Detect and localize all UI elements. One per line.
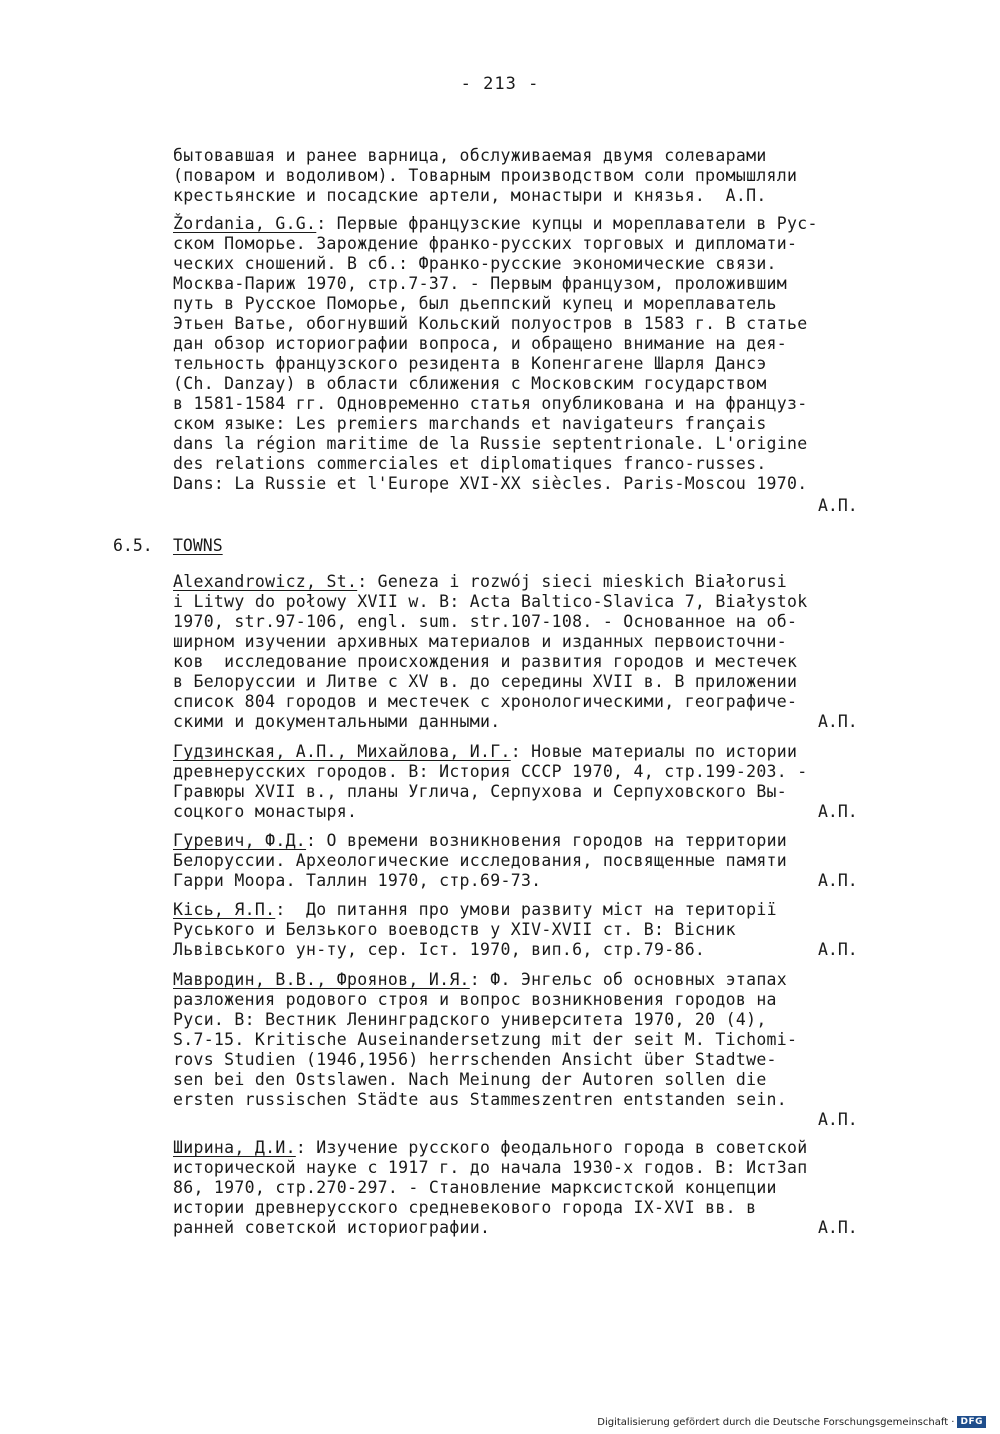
entry-first-line [173,214,818,234]
section-number: 6.5. [113,536,153,555]
text-line: Dans: La Russie et l'Europe XVI-XX siècles. Paris-Moscou 1970. [173,474,808,493]
text-line: dans la région maritime de la Russie septentrionale. L'origine [173,434,808,453]
text-line: Руси. В: Вестник Ленинградского университета 1970, 20 (4), [173,1010,767,1029]
text-line: разложения родового строя и вопрос возникновения городов на [173,990,777,1009]
text-line: sen bei den Ostslawen. Nach Meinung der Autoren sollen die [173,1070,767,1089]
entry-text: : Новые материалы по истории [510,742,798,761]
entry-text: : Первые французские купцы и мореплаватели в Рус- [316,214,818,233]
entry-first-line [173,1138,808,1158]
text-line: Этьен Ватье, обогнувший Кольский полуостров в 1583 г. В статье [173,314,808,333]
text-line: в Белоруссии и Литве с XV в. до середины XVII в. В приложении [173,672,798,691]
text-line: 86, 1970, стр.270-297. - Становление марксистской концепции [173,1178,777,1197]
text-line: скими и документальными данными. [173,712,501,731]
text-line: список 804 городов и местечек с хронологическими, географиче- [173,692,798,711]
entry-author: Alexandrowicz, St. [173,572,358,591]
entry-author: Гудзинская, А.П., Михайлова, И.Г. [173,742,511,761]
text-line: соцкого монастыря. [173,802,358,821]
dfg-logo-icon: DFG [957,1416,986,1428]
text-line: (поваром и водоливом). Товарным производством соли промышляли [173,166,798,185]
entry-text: : О времени возникновения городов на территории [306,831,788,850]
digitization-footer [597,1416,986,1428]
reviewer-initials: А.П. [818,1110,858,1129]
entry-first-line [173,831,787,851]
text-line: ском языке: Les premiers marchands et navigateurs français [173,414,767,433]
entry-author: Кісь, Я.П. [173,900,276,919]
reviewer-initials: А.П. [818,1218,858,1237]
entry-author: Мавродин, В.В., Фроянов, И.Я. [173,970,470,989]
reviewer-initials: А.П. [818,802,858,821]
entry-first-line [173,572,787,592]
text-line: тельность французского резидента в Копенгагене Шарля Дансэ [173,354,767,373]
text-line: в 1581-1584 гг. Одновременно статья опубликована и на француз- [173,394,808,413]
text-line: Москва-Париж 1970, стр.7-37. - Первым французом, проложившим [173,274,788,293]
text-line: ширном изучении архивных материалов и изданных первоисточни- [173,632,788,651]
text-line: Львівського ун-ту, сер. Іст. 1970, вип.6, стр.79-86. [173,940,706,959]
entry-author: Гуревич, Ф.Д. [173,831,307,850]
text-line: Гарри Моора. Таллин 1970, стр.69-73. [173,871,542,890]
page-number: - 213 - [460,74,540,94]
text-line: i Litwy do połowy XVII w. В: Acta Baltico-Slavica 7, Białystok [173,592,808,611]
text-line: ческих сношений. В сб.: Франко-русские экономические связи. [173,254,777,273]
text-line: путь в Русское Поморье, был дьеппский купец и мореплаватель [173,294,777,313]
text-line: (Ch. Danzay) в области сближения с Московским государством [173,374,767,393]
reviewer-initials: А.П. [818,940,858,959]
text-line: ранней советской историографии. [173,1218,491,1237]
text-line: des relations commerciales et diplomatiques franco-russes. [173,454,767,473]
reviewer-initials: А.П. [818,712,858,731]
text-line: исторической науке с 1917 г. до начала 1930-х годов. В: ИстЗап [173,1158,808,1177]
text-line: крестьянские и посадские артели, монастыри и князья. А.П. [173,186,767,205]
reviewer-initials: А.П. [818,871,858,890]
text-line: S.7-15. Kritische Auseinandersetzung mit der seit M. Tichomi- [173,1030,798,1049]
text-line: Белоруссии. Археологические исследования, посвященные памяти [173,851,788,870]
text-line: Руського и Белзького воеводств у XIV-XVII ст. В: Вісник [173,920,736,939]
reviewer-initials: А.П. [818,496,858,515]
entry-author: Žordania, G.G. [173,214,317,233]
text-line: дан обзор историографии вопроса, и обращено внимание на дея- [173,334,788,353]
entry-first-line [173,900,777,920]
footer-text: Digitalisierung gefördert durch die Deutsche Forschungsgemeinschaft · [597,1416,955,1428]
entry-text: : Ф. Энгельс об основных этапах [469,970,788,989]
text-line: 1970, str.97-106, engl. sum. str.107-108. - Основанное на об- [173,612,798,631]
text-line: ков исследование происхождения и развития городов и местечек [173,652,798,671]
text-line: ском Поморье. Зарождение франко-русских торговых и дипломати- [173,234,798,253]
entry-text: : До питання про умови развиту міст на території [275,900,777,919]
text-line: rovs Studien (1946,1956) herrschenden Ansicht über Stadtwe- [173,1050,777,1069]
entry-first-line [173,742,797,762]
text-line: бытовавшая и ранее варница, обслуживаемая двумя солеварами [173,146,767,165]
entry-text: : Geneza i rozwój sieci mieskich Białorusi [357,572,788,591]
entry-first-line [173,970,787,990]
text-line: истории древнерусского средневекового города IX-XVI вв. в [173,1198,757,1217]
text-line: Гравюры XVII в., планы Углича, Серпухова и Серпуховского Вы- [173,782,788,801]
text-line: древнерусских городов. В: История СССР 1970, 4, стр.199-203. - [173,762,808,781]
entry-text: : Изучение русского феодального города в советской [295,1138,808,1157]
entry-author: Ширина, Д.И. [173,1138,296,1157]
text-line: ersten russischen Städte aus Stammeszentren entstanden sein. [173,1090,788,1109]
section-title: TOWNS [173,536,223,555]
